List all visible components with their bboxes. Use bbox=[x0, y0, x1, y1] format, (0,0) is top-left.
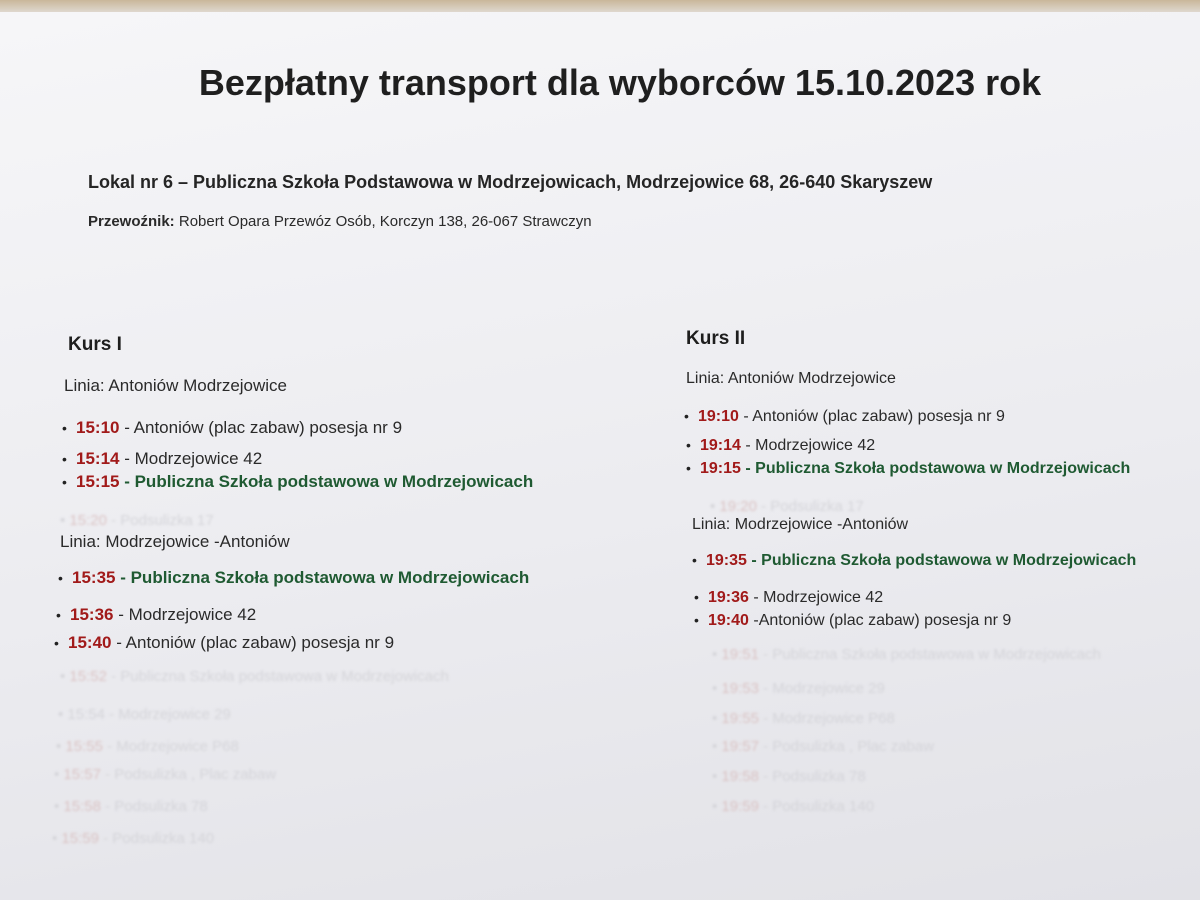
kurs-1-route-1-stop bbox=[62, 449, 262, 469]
bullet-icon: • bbox=[62, 451, 67, 467]
kurs-2-route-1-stop bbox=[686, 460, 1130, 478]
stop-time: 15:36 bbox=[70, 605, 114, 624]
kurs-2-route-1-stop bbox=[684, 408, 1005, 426]
stop-name: - Publiczna Szkoła podstawowa w Modrzejowicach bbox=[740, 460, 1131, 477]
polling-station-line: Lokal nr 6 – Publiczna Szkoła Podstawowa w Modrzejowicach, Modrzejowice 68, 26-640 Skaryszew bbox=[88, 172, 933, 192]
document-title: Bezpłatny transport dla wyborców 15.10.2023 rok bbox=[198, 62, 1042, 103]
bullet-icon: • bbox=[58, 570, 63, 586]
kurs-2-route-2-stop bbox=[694, 589, 883, 607]
stop-time: 19:14 bbox=[700, 437, 741, 454]
bullet-icon: • bbox=[686, 460, 691, 476]
stop-time: 15:15 bbox=[76, 472, 120, 491]
stop-name: - Antoniów (plac zabaw) posesja nr 9 bbox=[738, 408, 1005, 425]
stop-time: 15:14 bbox=[76, 449, 120, 468]
stop-name: - Antoniów (plac zabaw) posesja nr 9 bbox=[111, 633, 395, 652]
stop-name: - Modrzejowice 42 bbox=[748, 589, 884, 606]
stop-name: - Modrzejowice 42 bbox=[740, 437, 876, 454]
bullet-icon: • bbox=[692, 552, 697, 568]
stop-time: 19:36 bbox=[708, 589, 749, 606]
bullet-icon: • bbox=[62, 474, 67, 490]
stop-time: 19:35 bbox=[706, 552, 747, 569]
bullet-icon: • bbox=[686, 437, 691, 453]
kurs-2-route-1-stop bbox=[686, 437, 875, 455]
kurs-2-route-1-label: Linia: Antoniów Modrzejowice bbox=[686, 370, 896, 387]
stop-time: 15:10 bbox=[76, 418, 120, 437]
kurs-2-route-2-stop bbox=[692, 552, 1136, 570]
bullet-icon: • bbox=[694, 589, 699, 605]
stop-name: - Modrzejowice 42 bbox=[113, 605, 257, 624]
kurs-1-title: Kurs I bbox=[68, 334, 122, 355]
stop-name: - Antoniów (plac zabaw) posesja nr 9 bbox=[119, 418, 403, 437]
kurs-2-route-2-label: Linia: Modrzejowice -Antoniów bbox=[692, 516, 909, 533]
stop-time: 19:40 bbox=[708, 612, 749, 629]
stop-time: 19:15 bbox=[700, 460, 741, 477]
bullet-icon: • bbox=[56, 607, 61, 623]
kurs-2-route-2-stop bbox=[694, 612, 1011, 630]
carrier-line bbox=[88, 213, 592, 230]
stop-name: - Publiczna Szkoła podstawowa w Modrzejowicach bbox=[115, 568, 530, 587]
stop-time: 15:35 bbox=[72, 568, 116, 587]
kurs-1-route-2-stop bbox=[58, 568, 529, 588]
bullet-icon: • bbox=[694, 612, 699, 628]
kurs-2-title: Kurs II bbox=[686, 328, 746, 349]
kurs-1-route-2-label: Linia: Modrzejowice -Antoniów bbox=[60, 532, 290, 551]
bullet-icon: • bbox=[684, 408, 689, 424]
carrier-label: Przewoźnik: bbox=[88, 213, 175, 230]
stop-time: 19:10 bbox=[698, 408, 739, 425]
kurs-1-route-2-stop bbox=[54, 633, 394, 653]
carrier-value: Robert Opara Przewóz Osób, Korczyn 138, 26-067 Strawczyn bbox=[174, 213, 592, 230]
stop-name: - Publiczna Szkoła podstawowa w Modrzejowicach bbox=[119, 472, 534, 491]
stop-name: -Antoniów (plac zabaw) posesja nr 9 bbox=[748, 612, 1012, 629]
stop-name: - Modrzejowice 42 bbox=[119, 449, 263, 468]
bullet-icon: • bbox=[62, 420, 67, 436]
kurs-1-route-1-label: Linia: Antoniów Modrzejowice bbox=[64, 376, 288, 395]
kurs-1-route-2-stop bbox=[56, 605, 256, 625]
bullet-icon: • bbox=[54, 635, 59, 651]
stop-name: - Publiczna Szkoła podstawowa w Modrzejowicach bbox=[746, 552, 1137, 569]
kurs-1-route-1-stop bbox=[62, 418, 402, 438]
kurs-1-route-1-stop bbox=[62, 472, 533, 492]
stop-time: 15:40 bbox=[68, 633, 112, 652]
